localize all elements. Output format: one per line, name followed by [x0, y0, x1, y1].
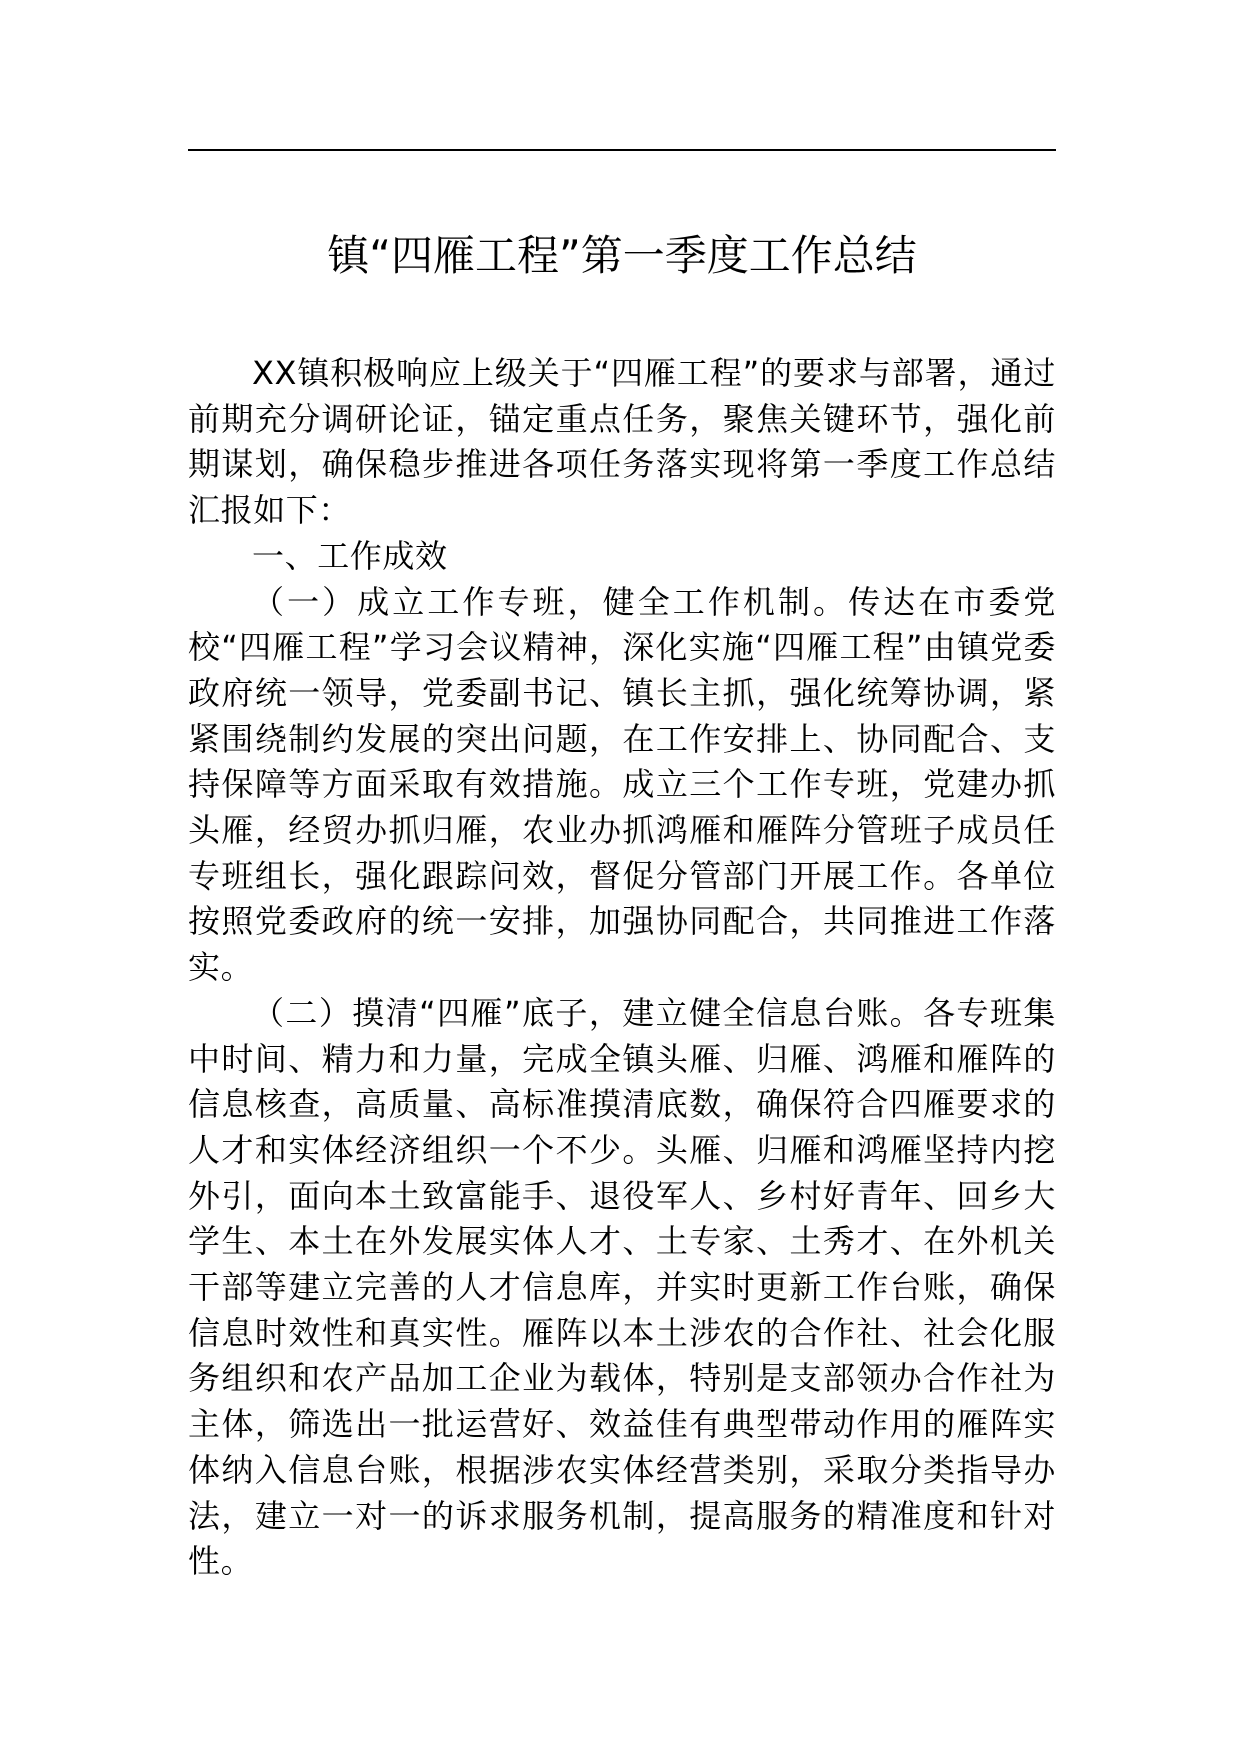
- header-rule: [188, 149, 1056, 151]
- paragraph-information-ledger: （二）摸清“四雁”底子，建立健全信息台账。各专班集中时间、精力和力量，完成全镇头雁、归雁、鸿雁和雁阵的信息核查，高质量、高标准摸清底数，确保符合四雁要求的人才和实体经济组织一个不少。头雁、归雁和鸿雁坚持内挖外引，面向本土致富能手、退役军人、乡村好青年、回乡大学生、本土在外发展实体人才、土专家、土秀才、在外机关干部等建立完善的人才信息库，并实时更新工作台账，确保信息时效性和真实性。雁阵以本土涉农的合作社、社会化服务组织和农产品加工企业为载体，特别是支部领办合作社为主体，筛选出一批运营好、效益佳有典型带动作用的雁阵实体纳入信息台账，根据涉农实体经营类别，采取分类指导办法，建立一对一的诉求服务机制，提高服务的精准度和针对性。: [188, 993, 1056, 1581]
- document-title: 镇“四雁工程”第一季度工作总结: [327, 231, 917, 280]
- section-heading-achievements: 一、工作成效: [252, 536, 448, 575]
- paragraph-work-team: （一）成立工作专班，健全工作机制。传达在市委党校“四雁工程”学习会议精神，深化实施“四雁工程”由镇党委政府统一领导，党委副书记、镇长主抓，强化统筹协调，紧紧围绕制约发展的突出问题，在工作安排上、协同配合、支持保障等方面采取有效措施。成立三个工作专班，党建办抓头雁，经贸办抓归雁，农业办抓鸿雁和雁阵分管班子成员任专班组长，强化跟踪问效，督促分管部门开展工作。各单位按照党委政府的统一安排，加强协同配合，共同推进工作落实。: [188, 582, 1056, 987]
- intro-paragraph: XX镇积极响应上级关于“四雁工程”的要求与部署，通过前期充分调研论证，锚定重点任务，聚焦关键环节，强化前期谋划，确保稳步推进各项任务落实现将第一季度工作总结汇报如下：: [188, 354, 1056, 530]
- document-body: [188, 351, 1056, 1585]
